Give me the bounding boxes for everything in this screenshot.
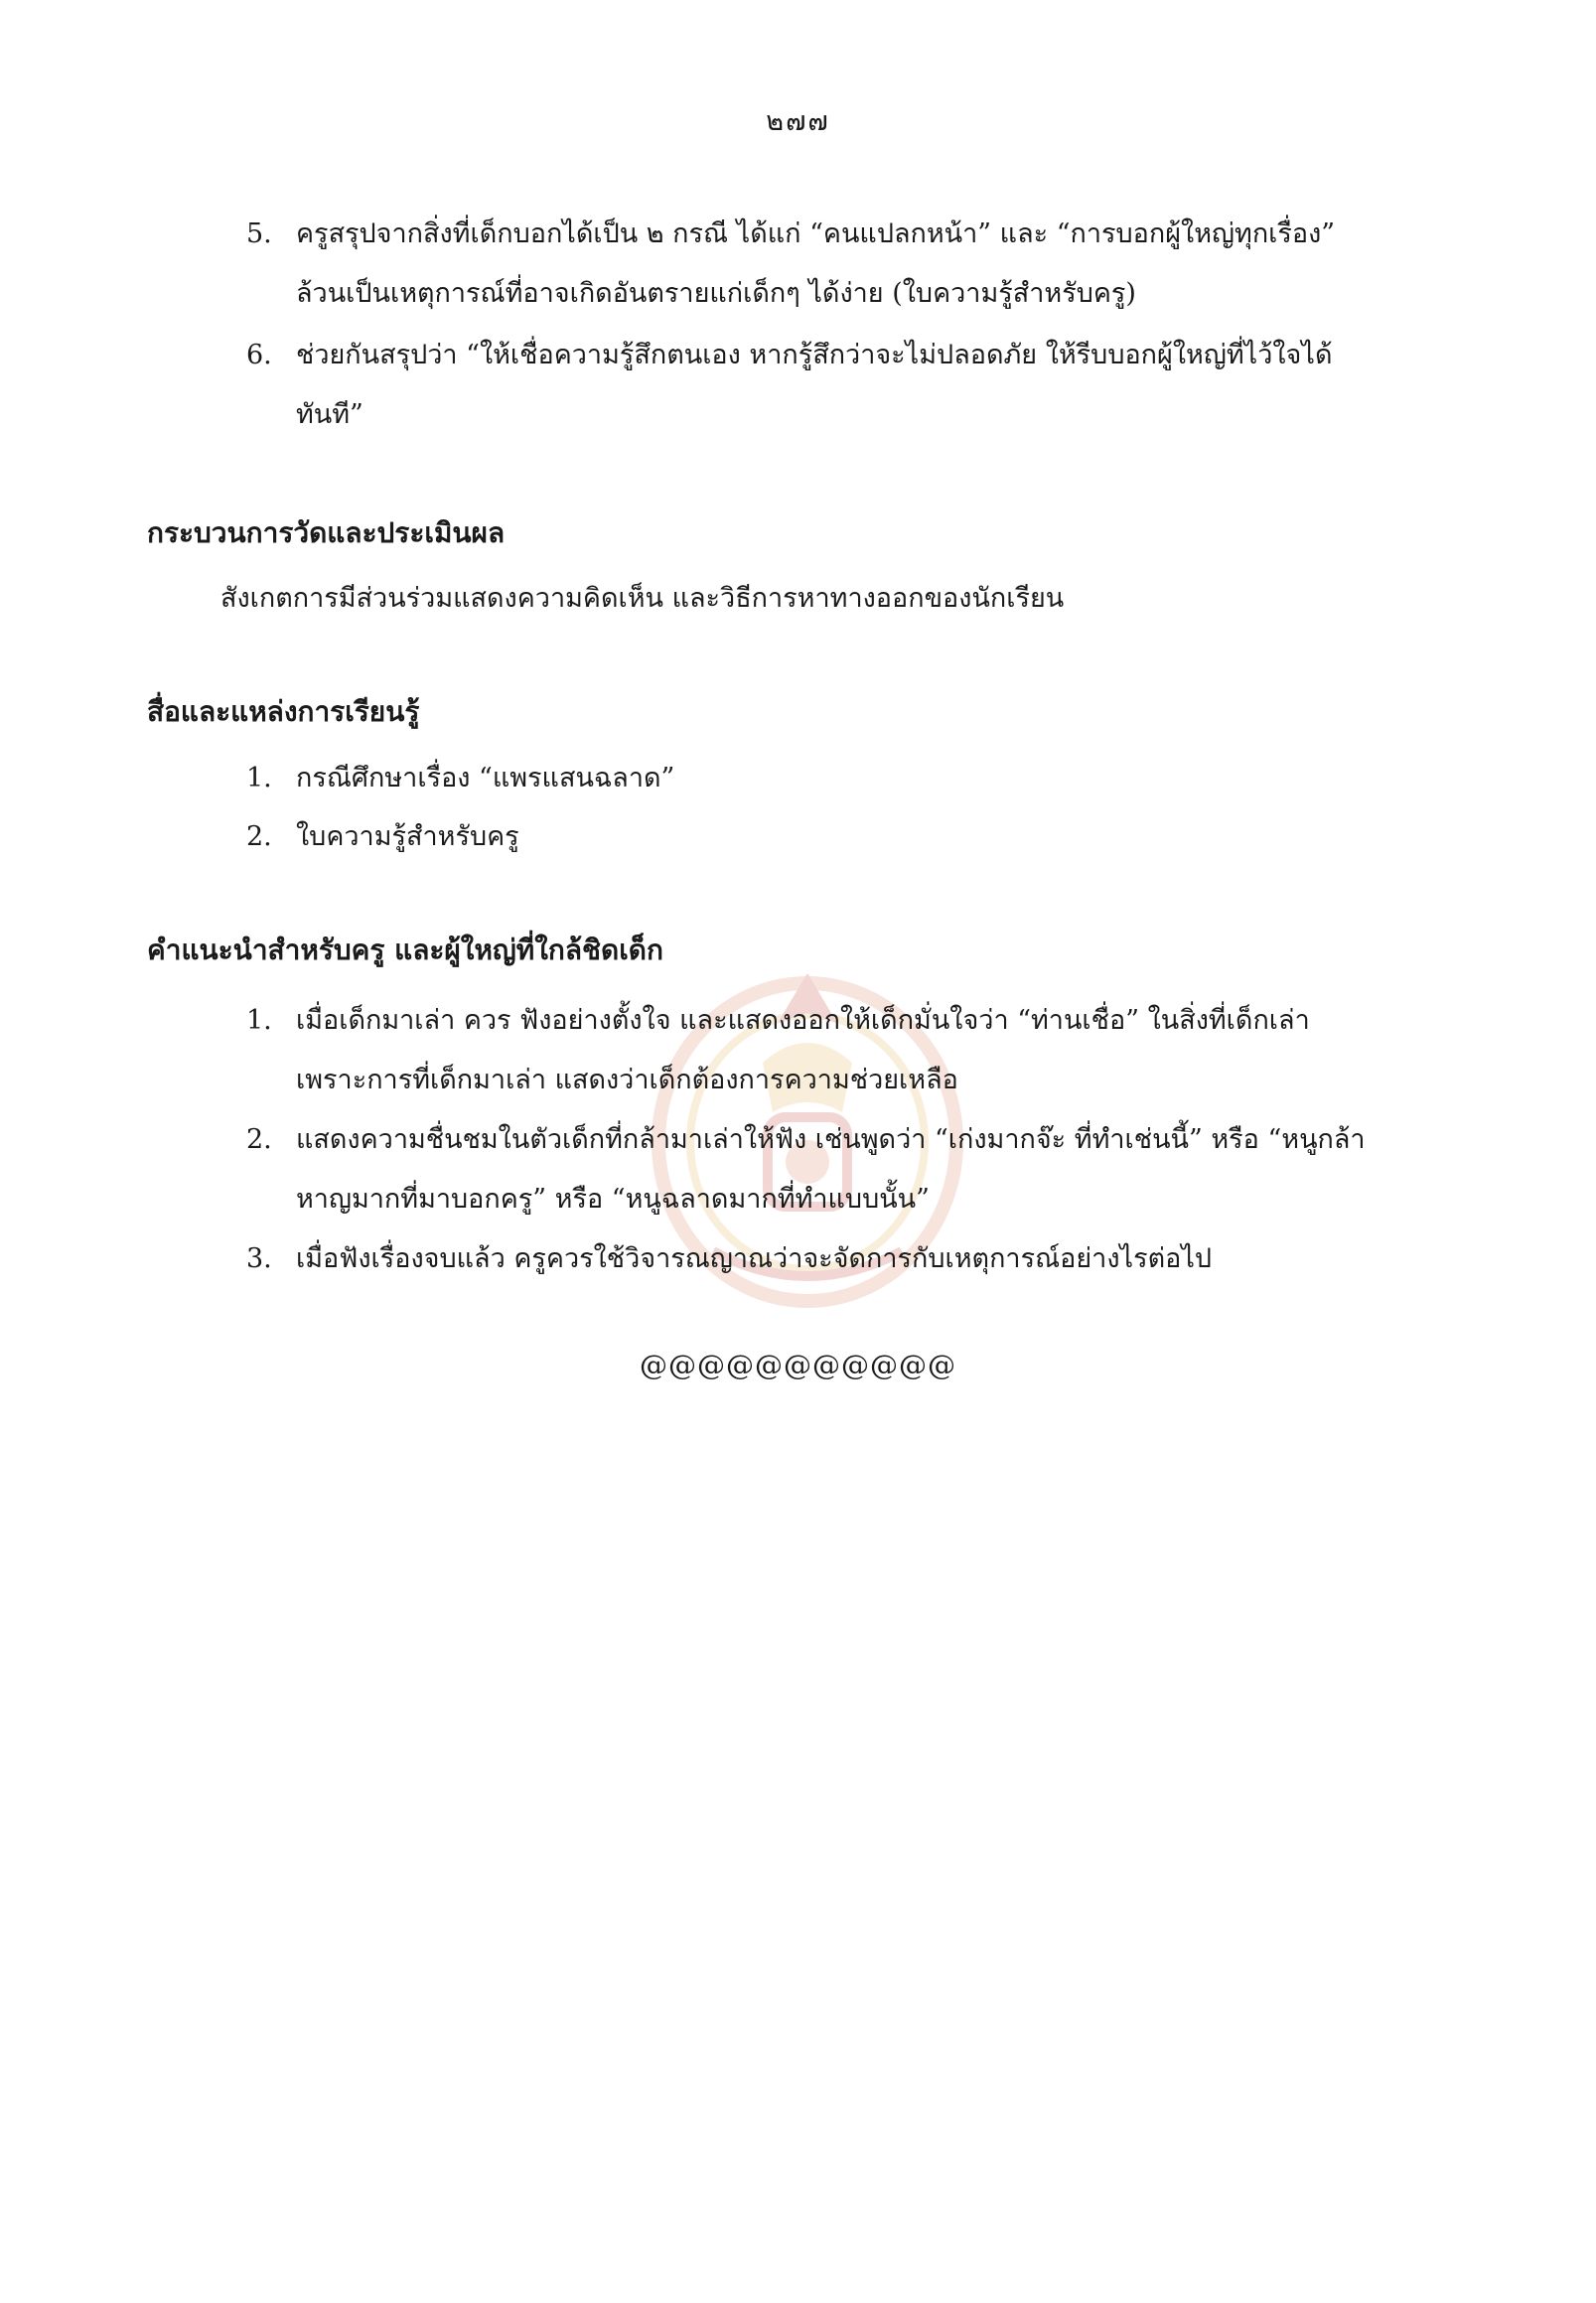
page-number: ๒๗๗: [766, 106, 830, 137]
list-item-number: 3.: [246, 1243, 272, 1274]
end-of-section-mark: @@@@@@@@@@@: [640, 1349, 956, 1381]
evaluation-text: สังเกตการมีส่วนร่วมแสดงความคิดเห็น และวิธีการหาทางออกของนักเรียน: [220, 583, 1065, 614]
list-item-number: 1.: [246, 763, 272, 793]
list-item: [246, 993, 1488, 1112]
list-item-number: 6.: [246, 340, 272, 370]
list-item-line: ล้วนเป็นเหตุการณ์ที่อาจเกิดอันตรายแก่เด็กๆ ได้ง่าย (ใบความรู้สำหรับครู): [296, 278, 1136, 309]
list-item: [246, 328, 1438, 447]
list-item: [246, 809, 1140, 869]
list-item-line: ช่วยกันสรุปว่า “ให้เชื่อความรู้สึกตนเอง หากรู้สึกว่าจะไม่ปลอดภัย ให้รีบบอกผู้ใหญ่ที่ไว้ใจได้: [296, 340, 1333, 370]
list-item: [246, 751, 1140, 810]
list-item-line: เพราะการที่เด็กมาเล่า แสดงว่าเด็กต้องการความช่วยเหลือ: [296, 1065, 958, 1095]
list-item: [246, 1112, 1488, 1231]
list-item-line: เมื่อฟังเรื่องจบแล้ว ครูควรใช้วิจารณญาณว่าจะจัดการกับเหตุการณ์อย่างไรต่อไป: [296, 1243, 1213, 1274]
list-item-text: กรณีศึกษาเรื่อง “แพรแสนฉลาด”: [296, 763, 675, 793]
list-item-text: ใบความรู้สำหรับครู: [296, 821, 519, 852]
section-heading-evaluation: กระบวนการวัดและประเมินผล: [147, 516, 506, 549]
section-heading-resources: สื่อและแหล่งการเรียนรู้: [147, 695, 420, 728]
list-item-line: แสดงความชื่นชมในตัวเด็กที่กล้ามาเล่าให้ฟัง เช่นพูดว่า “เก่งมากจ๊ะ ที่ทำเช่นนี้” หรือ “หนูกล้า: [296, 1124, 1366, 1155]
list-item-number: 5.: [246, 218, 272, 249]
list-item: [246, 207, 1438, 326]
list-item-number: 1.: [246, 1005, 272, 1036]
list-item-line: ครูสรุปจากสิ่งที่เด็กบอกได้เป็น ๒ กรณี ได้แก่ “คนแปลกหน้า” และ “การบอกผู้ใหญ่ทุกเรื่อง”: [296, 218, 1336, 249]
list-item-number: 2.: [246, 821, 272, 852]
list-item-number: 2.: [246, 1124, 272, 1155]
section-heading-advice: คำแนะนำสำหรับครู และผู้ใหญ่ที่ใกล้ชิดเด็ก: [147, 934, 663, 966]
list-item: [246, 1231, 1488, 1291]
list-item-line: หาญมากที่มาบอกครู” หรือ “หนูฉลาดมากที่ทำแบบนั้น”: [296, 1184, 930, 1215]
list-item-line: เมื่อเด็กมาเล่า ควร ฟังอย่างตั้งใจ และแสดงออกให้เด็กมั่นใจว่า “ท่านเชื่อ” ในสิ่งที่เด็กเล่า: [296, 1005, 1310, 1036]
list-item-line: ทันที”: [296, 399, 363, 430]
